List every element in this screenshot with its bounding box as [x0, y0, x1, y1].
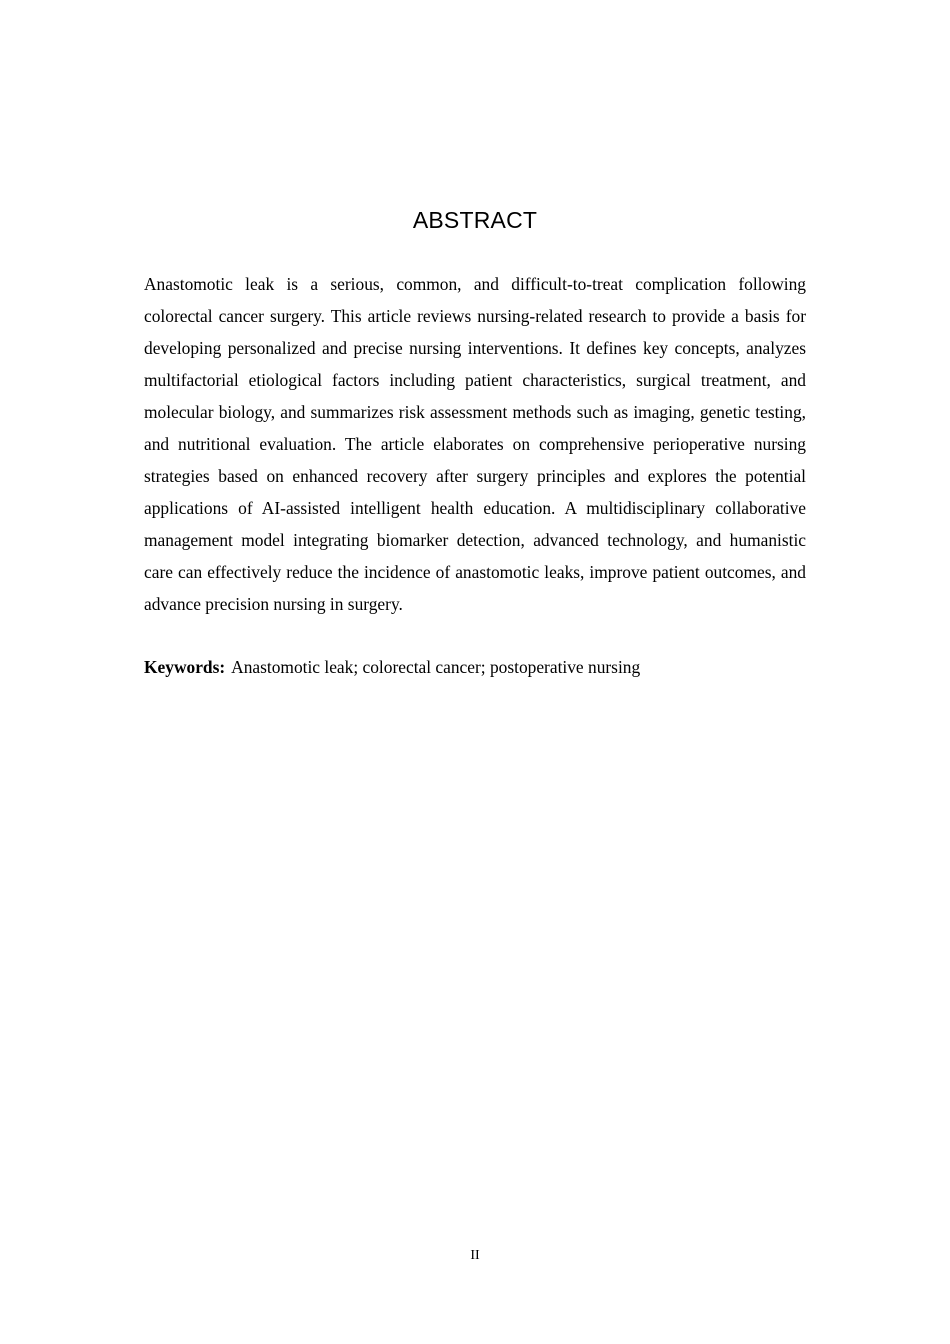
- keywords-line: [144, 651, 806, 683]
- keywords-label: Keywords:: [144, 657, 226, 677]
- page-number: II: [470, 1248, 480, 1263]
- abstract-title: ABSTRACT: [412, 207, 538, 233]
- keywords-value: Anastomotic leak; colorectal cancer; postoperative nursing: [231, 657, 641, 677]
- abstract-body: Anastomotic leak is a serious, common, and difficult-to-treat complication following colorectal cancer surgery. This article reviews nursing-related research to provide a basis for developing personalized and precise nursing interventions. It defines key concepts, analyzes multifactorial etiological factors including patient characteristics, surgical treatment, and molecular biology, and summarizes risk assessment methods such as imaging, genetic testing, and nutritional evaluation. The article elaborates on comprehensive perioperative nursing strategies based on enhanced recovery after surgery principles and explores the potential applications of AI-assisted intelligent health education. A multidisciplinary collaborative management model integrating biomarker detection, advanced technology, and humanistic care can effectively reduce the incidence of anastomotic leaks, improve patient outcomes, and advance precision nursing in surgery.: [144, 274, 806, 614]
